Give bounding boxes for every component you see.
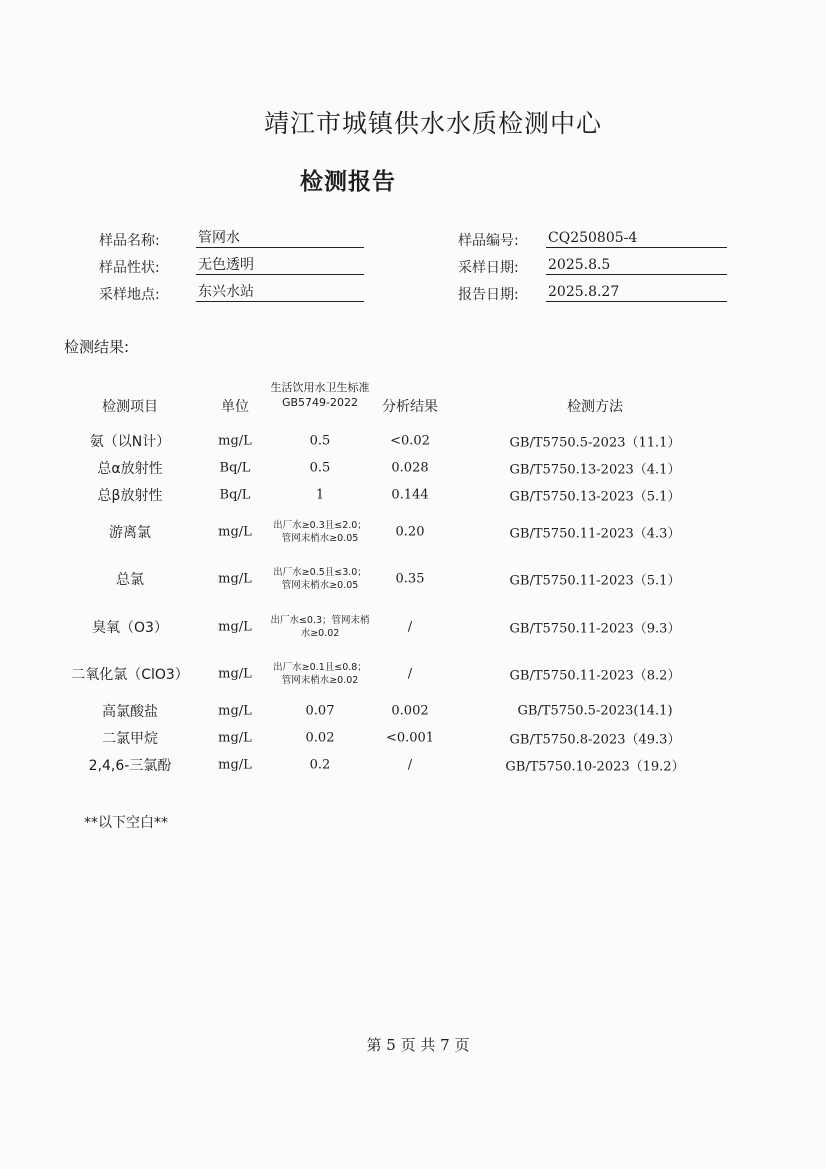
table-row xyxy=(0,615,826,639)
row-item: 氨（以N计） xyxy=(89,434,171,450)
header-result: 分析结果 xyxy=(382,399,438,415)
row-method: GB/T5750.11-2023（4.3） xyxy=(509,526,681,542)
page-footer: 第 5 页 共 7 页 xyxy=(366,1036,470,1054)
row-unit: Bq/L xyxy=(219,460,251,476)
row-standard: 出厂水≥0.1且≤0.8；管网末梢水≥0.02 xyxy=(273,662,367,686)
table-row xyxy=(0,460,826,478)
row-method: GB/T5750.11-2023（8.2） xyxy=(509,668,681,684)
table-row xyxy=(0,567,826,591)
row-standard: 0.5 xyxy=(309,433,331,449)
sample-property-label: 样品性状: xyxy=(99,260,160,276)
row-item: 二氧化氯（ClO3） xyxy=(71,667,189,683)
header-item: 检测项目 xyxy=(102,399,158,415)
row-standard: 0.5 xyxy=(309,460,331,476)
table-row xyxy=(0,520,826,544)
sampling-date-label: 采样日期: xyxy=(458,260,519,276)
row-result: / xyxy=(407,757,413,773)
sample-property-value: 无色透明 xyxy=(196,257,364,275)
row-unit: mg/L xyxy=(218,757,252,773)
table-row xyxy=(0,757,826,775)
row-unit: mg/L xyxy=(218,703,252,719)
row-standard: 1 xyxy=(315,487,325,503)
row-item: 总α放射性 xyxy=(97,461,163,477)
row-result: <0.02 xyxy=(390,433,430,449)
row-standard: 出厂水≥0.3且≤2.0；管网末梢水≥0.05 xyxy=(273,520,367,544)
sampling-location-value: 东兴水站 xyxy=(196,284,364,302)
row-item: 臭氧（O3） xyxy=(92,620,168,636)
row-item: 总氯 xyxy=(116,572,144,588)
row-item: 2,4,6-三氯酚 xyxy=(88,758,172,774)
report-date-label: 报告日期: xyxy=(458,287,519,303)
row-standard: 0.07 xyxy=(305,703,335,719)
sample-name-label: 样品名称: xyxy=(99,233,160,249)
sample-id-value: CQ250805-4 xyxy=(546,230,727,248)
sampling-date-value: 2025.8.5 xyxy=(546,257,727,275)
blank-note: **以下空白** xyxy=(84,815,168,831)
row-result: <0.001 xyxy=(385,730,435,746)
header-method: 检测方法 xyxy=(567,399,623,415)
row-standard: 出厂水≥0.5且≤3.0；管网末梢水≥0.05 xyxy=(273,567,367,591)
row-method: GB/T5750.11-2023（5.1） xyxy=(509,573,681,589)
results-label: 检测结果: xyxy=(64,338,130,356)
row-item: 总β放射性 xyxy=(97,488,163,504)
row-method: GB/T5750.13-2023（4.1） xyxy=(509,462,681,478)
organization-name: 靖江市城镇供水水质检测中心 xyxy=(263,109,602,138)
row-result: / xyxy=(407,619,413,635)
table-row xyxy=(0,730,826,748)
row-item: 游离氯 xyxy=(109,525,151,541)
row-unit: mg/L xyxy=(218,524,252,540)
row-method: GB/T5750.11-2023（9.3） xyxy=(509,621,681,637)
table-row xyxy=(0,662,826,686)
header-unit: 单位 xyxy=(221,399,249,415)
sample-name-value: 管网水 xyxy=(196,230,364,248)
header-standard: 生活饮用水卫生标准GB5749-2022 xyxy=(270,381,370,409)
row-unit: mg/L xyxy=(218,730,252,746)
row-unit: mg/L xyxy=(218,666,252,682)
row-result: 0.20 xyxy=(395,524,425,540)
row-method: GB/T5750.5-2023(14.1) xyxy=(517,703,673,719)
row-result: 0.028 xyxy=(391,460,429,476)
report-title: 检测报告 xyxy=(300,169,396,195)
row-method: GB/T5750.13-2023（5.1） xyxy=(509,489,681,505)
row-unit: mg/L xyxy=(218,433,252,449)
row-result: / xyxy=(407,666,413,682)
report-date-value: 2025.8.27 xyxy=(546,284,727,302)
sample-id-label: 样品编号: xyxy=(458,233,519,249)
row-standard: 出厂水≤0.3；管网末梢水≥0.02 xyxy=(270,615,370,639)
row-method: GB/T5750.8-2023（49.3） xyxy=(509,732,681,748)
row-result: 0.002 xyxy=(391,703,429,719)
table-row xyxy=(0,703,826,721)
row-standard: 0.2 xyxy=(309,757,331,773)
row-item: 二氯甲烷 xyxy=(102,731,158,747)
row-unit: mg/L xyxy=(218,571,252,587)
table-row xyxy=(0,433,826,451)
row-item: 高氯酸盐 xyxy=(102,704,158,720)
row-method: GB/T5750.10-2023（19.2） xyxy=(505,759,685,775)
row-unit: Bq/L xyxy=(219,487,251,503)
row-result: 0.144 xyxy=(391,487,429,503)
row-unit: mg/L xyxy=(218,619,252,635)
sampling-location-label: 采样地点: xyxy=(99,287,160,303)
row-standard: 0.02 xyxy=(305,730,335,746)
row-method: GB/T5750.5-2023（11.1） xyxy=(509,435,681,451)
table-row xyxy=(0,487,826,505)
row-result: 0.35 xyxy=(395,571,425,587)
